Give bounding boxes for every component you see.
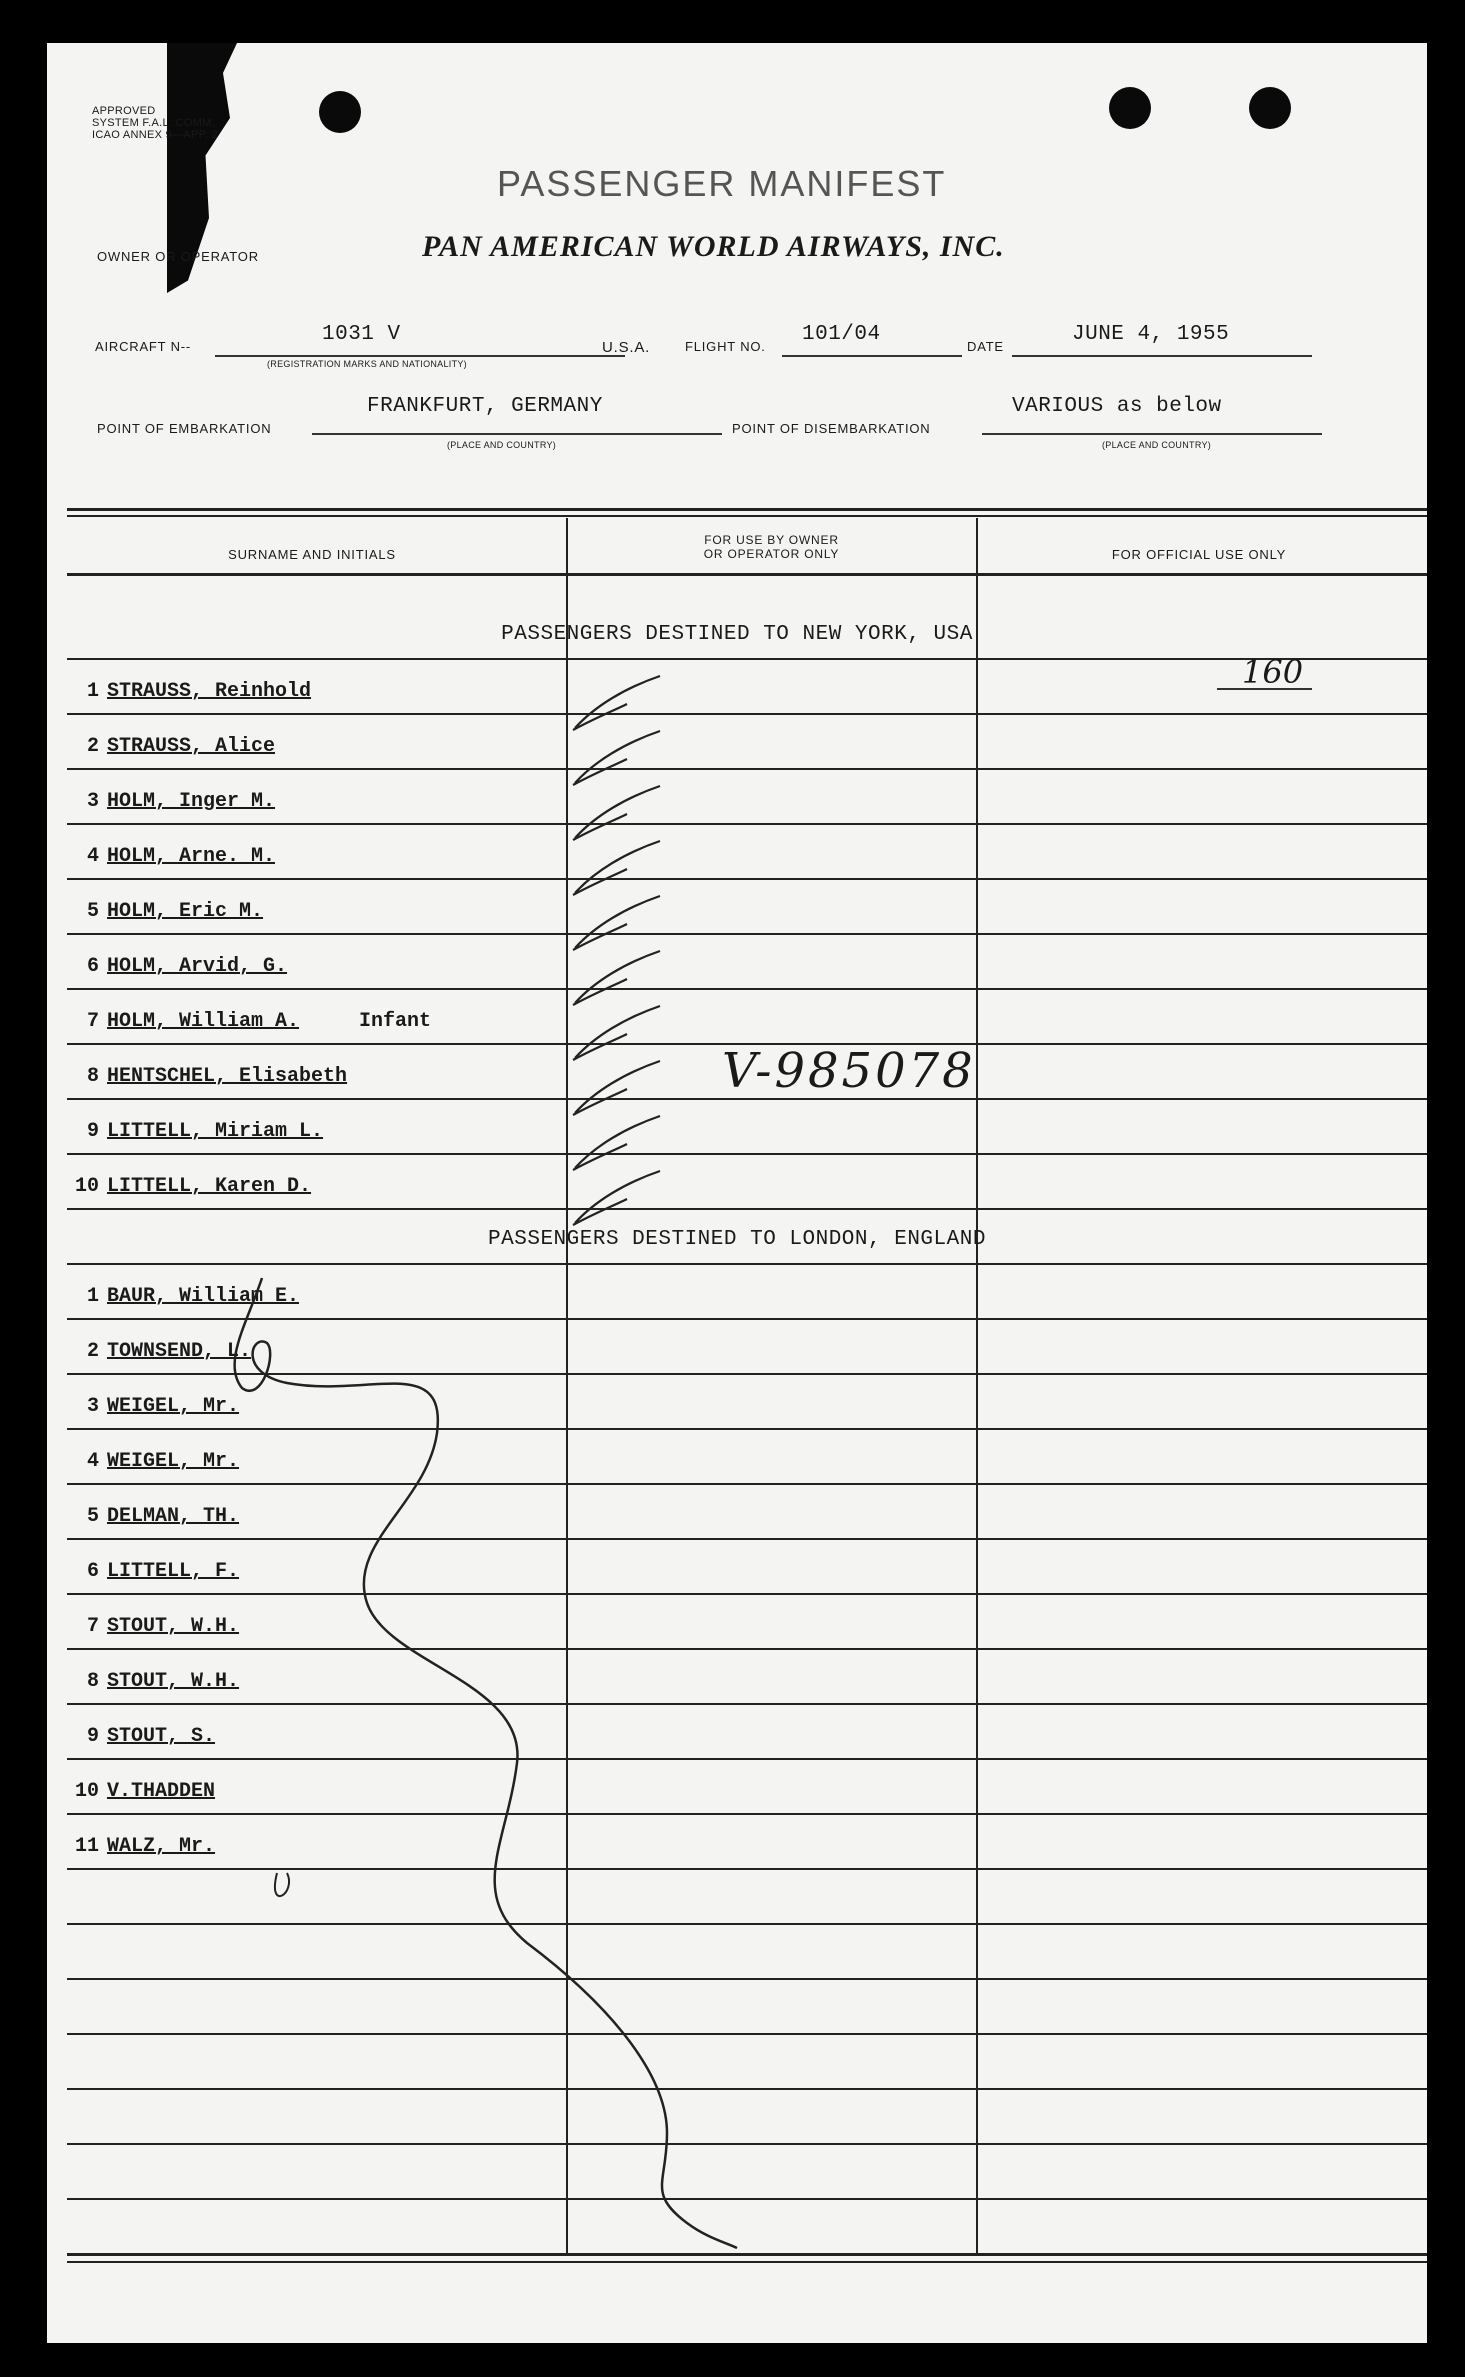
passenger-name: WEIGEL, Mr. (107, 1395, 240, 1418)
country-label: U.S.A. (602, 339, 651, 356)
embark-value: FRANKFURT, GERMANY (367, 395, 603, 418)
passenger-name: STRAUSS, Alice (107, 735, 276, 758)
passenger-name: DELMAN, TH. (107, 1505, 240, 1528)
section-heading: PASSENGERS DESTINED TO LONDON, ENGLAND (488, 1228, 986, 1251)
owner-label: OWNER OR OPERATOR (97, 249, 259, 264)
disembark-label: POINT OF DISEMBARKATION (732, 421, 931, 436)
column-header-owner-line1: FOR USE BY OWNER (704, 533, 839, 547)
visa-number: V-985078 (722, 1043, 976, 1099)
operator-name: PAN AMERICAN WORLD AIRWAYS, INC. (422, 230, 1005, 263)
column-header-official: FOR OFFICIAL USE ONLY (1111, 547, 1287, 562)
date-value: JUNE 4, 1955 (1072, 323, 1230, 346)
squiggle-tail (275, 1873, 289, 1896)
table-bottom-rule-2 (67, 2261, 1427, 2263)
manifest-sheet (47, 43, 1427, 2343)
embark-caption: (PLACE AND COUNTRY) (447, 440, 557, 450)
section-heading: PASSENGERS DESTINED TO NEW YORK, USA (501, 623, 973, 646)
passenger-number: 1 (86, 1285, 99, 1308)
passenger-name: HOLM, Arvid, G. (107, 955, 288, 978)
passenger-name: V.THADDEN (107, 1780, 216, 1803)
passenger-name: BAUR, William E. (107, 1285, 300, 1308)
passenger-number: 8 (86, 1065, 99, 1088)
passenger-number: 4 (86, 845, 99, 868)
passenger-name: HENTSCHEL, Elisabeth (107, 1065, 348, 1088)
passenger-number: 10 (74, 1780, 99, 1803)
passenger-number: 9 (86, 1725, 99, 1748)
passenger-name: LITTELL, Karen D. (107, 1175, 312, 1198)
passenger-note: Infant (359, 1010, 432, 1033)
passenger-name: STOUT, W.H. (107, 1670, 240, 1693)
official-mark: 160 (1242, 653, 1304, 691)
date-label: DATE (967, 339, 1004, 354)
passenger-number: 8 (86, 1670, 99, 1693)
flight-value: 101/04 (802, 323, 881, 346)
passenger-name: STOUT, W.H. (107, 1615, 240, 1638)
aircraft-caption: (REGISTRATION MARKS AND NATIONALITY) (267, 359, 467, 369)
passenger-name: TOWNSEND, L. (107, 1340, 252, 1363)
passenger-name: WEIGEL, Mr. (107, 1450, 240, 1473)
embark-label: POINT OF EMBARKATION (97, 421, 272, 436)
handwritten-squiggle (47, 43, 1427, 2343)
passenger-number: 6 (86, 1560, 99, 1583)
passenger-name: STOUT, S. (107, 1725, 216, 1748)
aircraft-value: 1031 V (322, 323, 401, 346)
passenger-number: 4 (86, 1450, 99, 1473)
approval-line: APPROVED (92, 105, 156, 117)
approval-line: SYSTEM F.A.L. COMM. (92, 117, 216, 129)
passenger-name: HOLM, Arne. M. (107, 845, 276, 868)
passenger-number: 6 (86, 955, 99, 978)
passenger-number: 7 (86, 1010, 99, 1033)
column-header-surname: SURNAME AND INITIALS (228, 547, 396, 562)
passenger-number: 7 (86, 1615, 99, 1638)
passenger-number: 9 (86, 1120, 99, 1143)
flight-label: FLIGHT NO. (685, 339, 766, 354)
disembark-caption: (PLACE AND COUNTRY) (1102, 440, 1212, 450)
column-header-owner-line2: OR OPERATOR ONLY (703, 547, 840, 561)
passenger-number: 2 (86, 735, 99, 758)
passenger-number: 1 (86, 680, 99, 703)
passenger-number: 3 (86, 1395, 99, 1418)
passenger-number: 10 (74, 1175, 99, 1198)
disembark-value: VARIOUS as below (1012, 395, 1222, 418)
approval-line: ICAO ANNEX 9—APP. 2 (92, 129, 218, 141)
passenger-number: 11 (74, 1835, 99, 1858)
squiggle-path (235, 1278, 737, 2248)
passenger-name: LITTELL, F. (107, 1560, 240, 1583)
page-title: PASSENGER MANIFEST (497, 163, 947, 204)
passenger-name: HOLM, William A. (107, 1010, 300, 1033)
passenger-name: WALZ, Mr. (107, 1835, 216, 1858)
passenger-name: HOLM, Inger M. (107, 790, 276, 813)
passenger-name: STRAUSS, Reinhold (107, 680, 312, 703)
passenger-name: LITTELL, Miriam L. (107, 1120, 324, 1143)
passenger-number: 3 (86, 790, 99, 813)
passenger-number: 5 (86, 1505, 99, 1528)
table-bottom-rule (67, 2253, 1427, 2256)
passenger-number: 2 (86, 1340, 99, 1363)
aircraft-label: AIRCRAFT N-- (95, 339, 192, 354)
passenger-name: HOLM, Eric M. (107, 900, 264, 923)
passenger-number: 5 (86, 900, 99, 923)
